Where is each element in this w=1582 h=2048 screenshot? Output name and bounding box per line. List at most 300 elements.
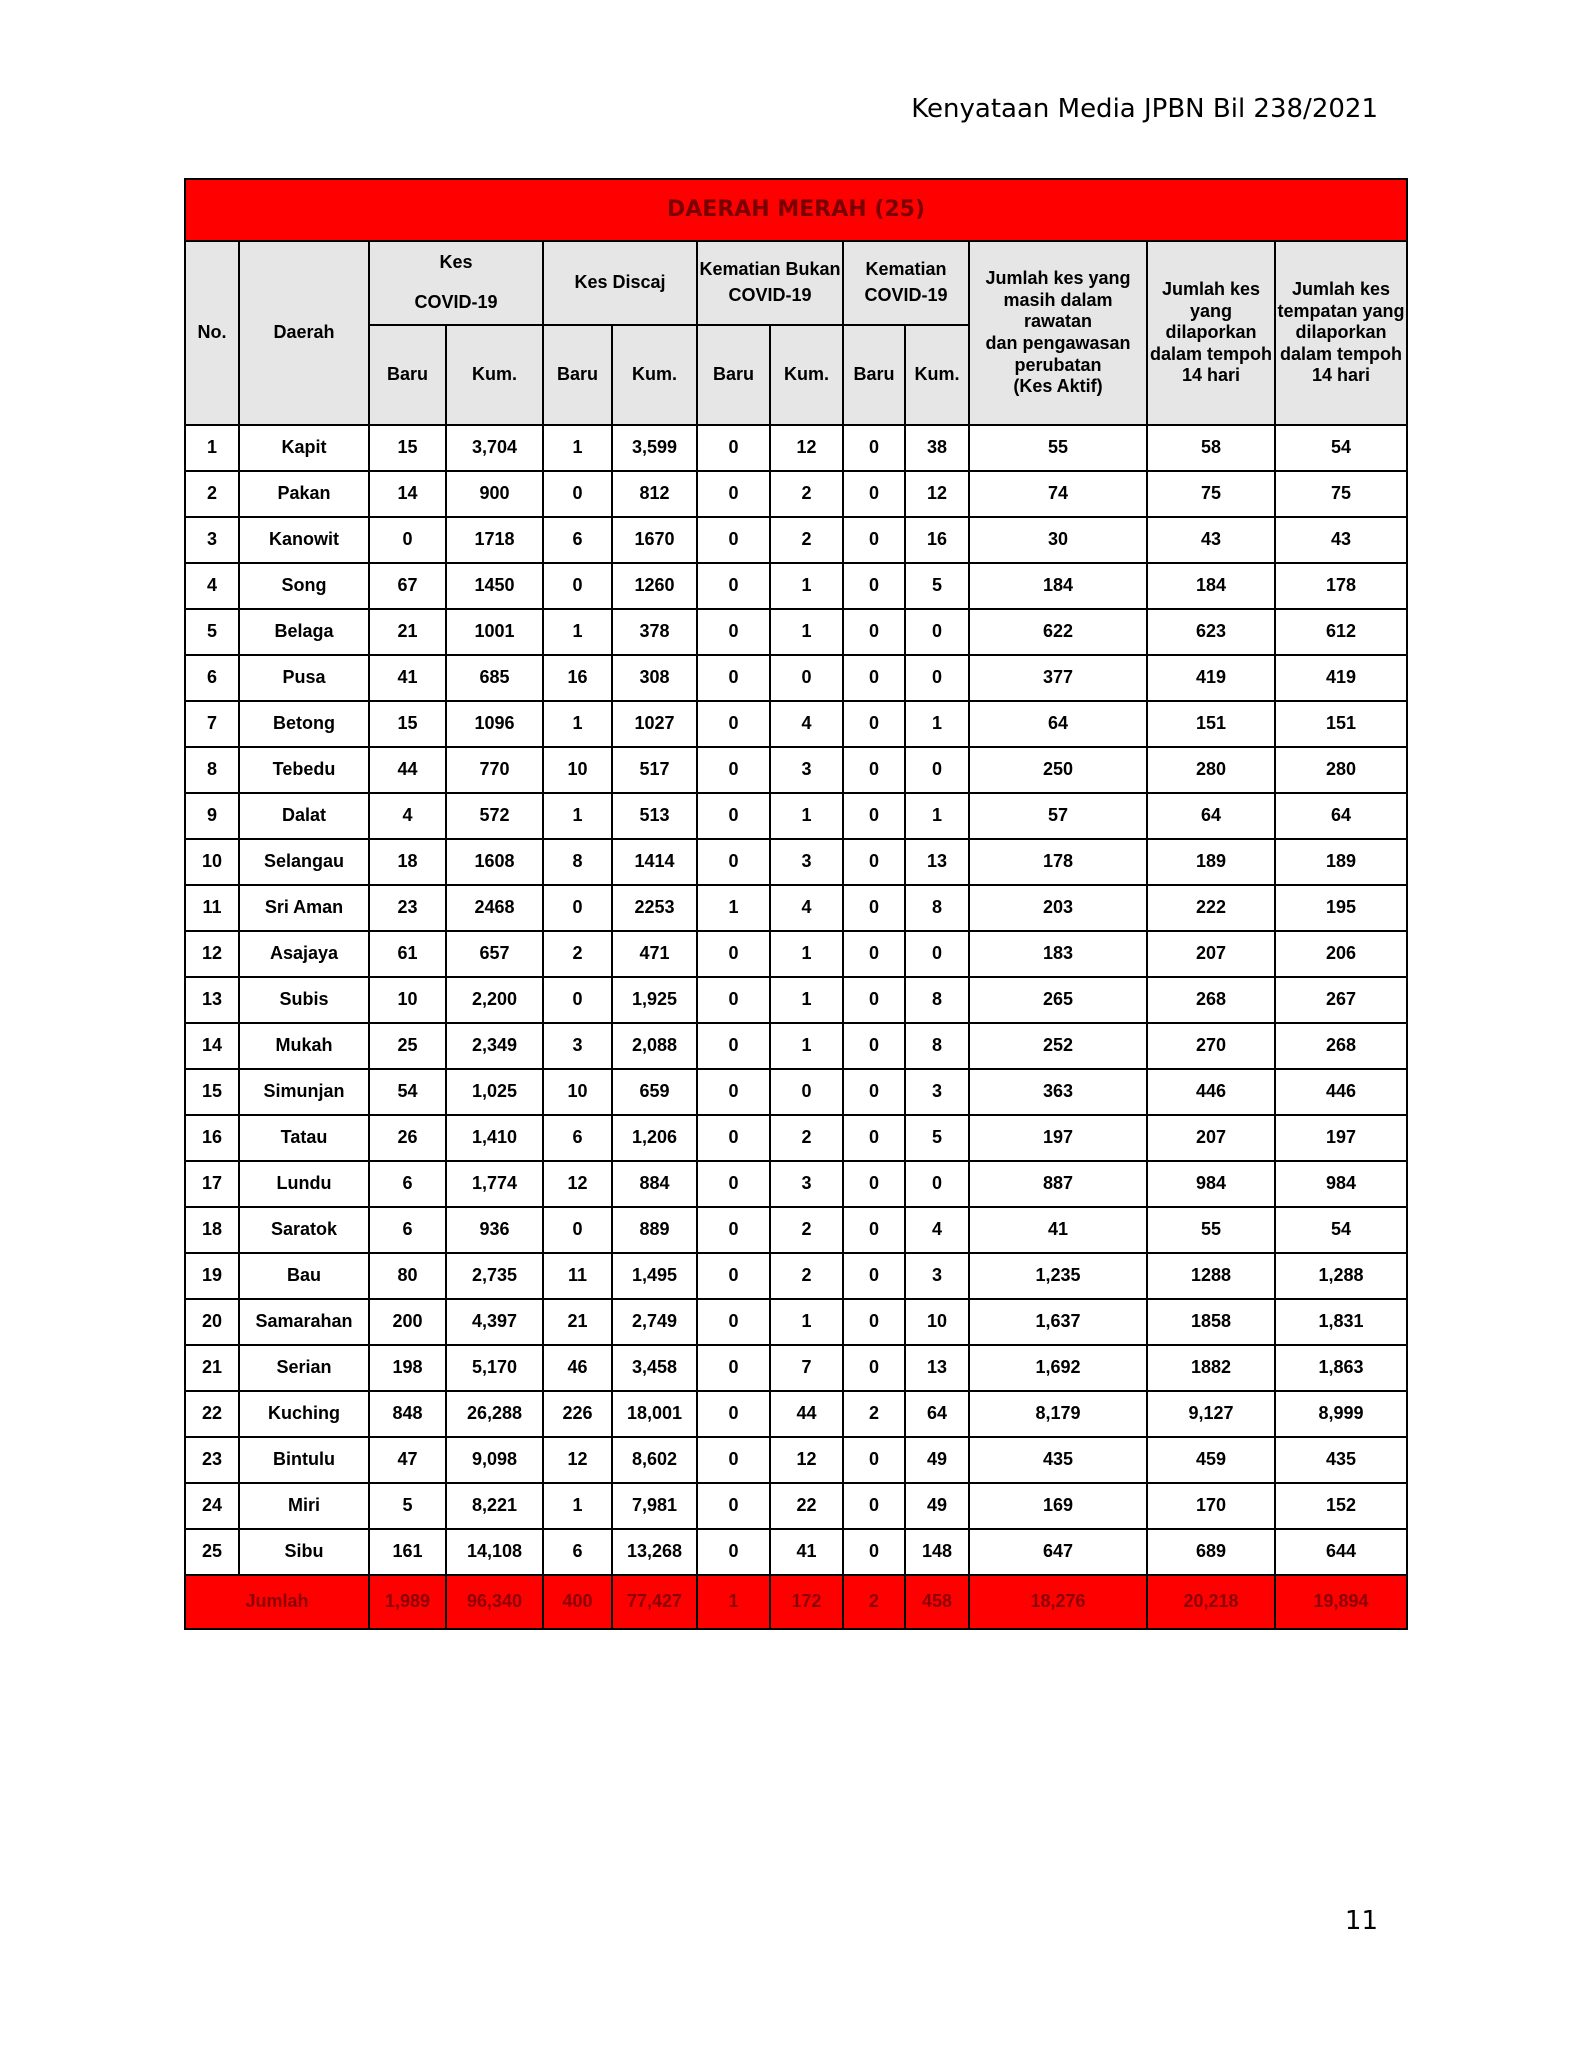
table-cell: 0 [770,1069,843,1115]
row-number: 21 [185,1345,239,1391]
table-cell: 250 [969,747,1147,793]
table-cell: 647 [969,1529,1147,1575]
table-cell: 1 [543,425,612,471]
table-cell: 184 [969,563,1147,609]
table-cell: 0 [697,793,770,839]
table-cell: 0 [697,1437,770,1483]
table-cell: 0 [697,977,770,1023]
table-cell: 1,925 [612,977,697,1023]
table-cell: 0 [697,1529,770,1575]
table-cell: 23 [369,885,446,931]
header-bukan-covid-kum: Kum. [770,325,843,425]
table-row [185,1391,1407,1437]
table-cell: 1 [697,885,770,931]
row-number: 1 [185,425,239,471]
header-bukan-covid-baru: Baru [697,325,770,425]
table-row [185,1299,1407,1345]
table-cell: 26 [369,1115,446,1161]
table-cell: 0 [369,517,446,563]
header-no: No. [185,241,239,425]
table-cell: 0 [905,931,969,977]
total-label: Jumlah [185,1575,369,1629]
row-number: 4 [185,563,239,609]
daerah-name: Subis [239,977,369,1023]
table-cell: 1,774 [446,1161,543,1207]
table-cell: 0 [543,977,612,1023]
row-number: 13 [185,977,239,1023]
header-kes-covid-line1: Kes [439,252,473,273]
row-number: 24 [185,1483,239,1529]
table-cell: 2 [770,1115,843,1161]
table-cell: 0 [843,931,905,977]
table-cell: 0 [697,701,770,747]
header-dilaporkan-l5: 14 hari [1181,365,1241,386]
table-cell: 3 [770,839,843,885]
table-cell: 0 [697,1299,770,1345]
table-cell: 936 [446,1207,543,1253]
table-cell: 1718 [446,517,543,563]
table-cell: 44 [369,747,446,793]
table-cell: 1 [543,701,612,747]
table-cell: 0 [843,471,905,517]
table-row [185,609,1407,655]
table-cell: 207 [1147,1115,1275,1161]
table-cell: 16 [905,517,969,563]
table-cell: 3 [543,1023,612,1069]
table-cell: 184 [1147,563,1275,609]
table-cell: 459 [1147,1437,1275,1483]
table-row [185,471,1407,517]
table-cell: 612 [1275,609,1407,655]
header-daerah: Daerah [239,241,369,425]
table-cell: 47 [369,1437,446,1483]
table-cell: 622 [969,609,1147,655]
table-cell: 1 [905,793,969,839]
table-cell: 54 [369,1069,446,1115]
table-row [185,517,1407,563]
table-cell: 3,599 [612,425,697,471]
header-kematian-bukan-line2: COVID-19 [728,285,812,305]
table-cell: 55 [1147,1207,1275,1253]
row-number: 10 [185,839,239,885]
table-cell: 657 [446,931,543,977]
table-cell: 5 [905,1115,969,1161]
table-cell: 419 [1275,655,1407,701]
table-cell: 1260 [612,563,697,609]
header-kes-aktif-l4: perubatan [1014,354,1102,375]
table-cell: 10 [543,747,612,793]
table-cell: 148 [905,1529,969,1575]
daerah-name: Asajaya [239,931,369,977]
row-number: 22 [185,1391,239,1437]
table-title: DAERAH MERAH (25) [185,179,1407,241]
table-cell: 0 [843,701,905,747]
row-number: 25 [185,1529,239,1575]
table-cell: 0 [697,1207,770,1253]
table-cell: 9,127 [1147,1391,1275,1437]
table-cell: 4 [905,1207,969,1253]
total-cell: 20,218 [1147,1575,1275,1629]
table-cell: 26,288 [446,1391,543,1437]
table-cell: 1001 [446,609,543,655]
table-cell: 659 [612,1069,697,1115]
table-cell: 0 [843,1253,905,1299]
table-cell: 2 [770,517,843,563]
row-number: 7 [185,701,239,747]
table-cell: 268 [1147,977,1275,1023]
table-cell: 0 [543,1207,612,1253]
table-cell: 0 [697,1023,770,1069]
table-cell: 14,108 [446,1529,543,1575]
table-row [185,885,1407,931]
daerah-name: Betong [239,701,369,747]
table-cell: 0 [697,839,770,885]
table-cell: 189 [1147,839,1275,885]
table-cell: 170 [1147,1483,1275,1529]
table-cell: 1096 [446,701,543,747]
table-cell: 12 [770,1437,843,1483]
table-cell: 55 [969,425,1147,471]
table-cell: 0 [905,655,969,701]
table-cell: 848 [369,1391,446,1437]
table-cell: 4 [369,793,446,839]
daerah-name: Pakan [239,471,369,517]
table-cell: 270 [1147,1023,1275,1069]
table-cell: 1,495 [612,1253,697,1299]
table-cell: 1 [770,1299,843,1345]
table-row [185,563,1407,609]
table-cell: 1,288 [1275,1253,1407,1299]
table-cell: 14 [369,471,446,517]
table-cell: 4,397 [446,1299,543,1345]
daerah-name: Miri [239,1483,369,1529]
table-cell: 226 [543,1391,612,1437]
table-cell: 151 [1147,701,1275,747]
header-kematian-baru: Baru [843,325,905,425]
daerah-name: Bau [239,1253,369,1299]
table-cell: 0 [843,425,905,471]
header-kematian-line1: Kematian [865,259,947,280]
table-cell: 0 [843,1437,905,1483]
table-cell: 8,602 [612,1437,697,1483]
header-kes-dilaporkan [1147,241,1275,425]
table-cell: 0 [697,655,770,701]
header-kes-discaj: Kes Discaj [543,241,697,325]
row-number: 17 [185,1161,239,1207]
table-cell: 0 [843,1299,905,1345]
daerah-name: Tebedu [239,747,369,793]
table-cell: 0 [697,471,770,517]
table-cell: 0 [697,1115,770,1161]
daerah-name: Sri Aman [239,885,369,931]
total-cell: 96,340 [446,1575,543,1629]
table-cell: 80 [369,1253,446,1299]
table-cell: 222 [1147,885,1275,931]
table-cell: 377 [969,655,1147,701]
table-row [185,839,1407,885]
total-cell: 2 [843,1575,905,1629]
table-cell: 0 [697,563,770,609]
table-cell: 0 [843,563,905,609]
table-cell: 267 [1275,977,1407,1023]
table-cell: 280 [1275,747,1407,793]
total-cell: 1,989 [369,1575,446,1629]
table-cell: 5,170 [446,1345,543,1391]
table-cell: 13 [905,1345,969,1391]
header-kes-aktif-l1: Jumlah kes yang [985,268,1131,289]
table-cell: 12 [770,425,843,471]
table-cell: 75 [1147,471,1275,517]
table-cell: 0 [697,1161,770,1207]
table-cell: 2 [770,471,843,517]
table-cell: 689 [1147,1529,1275,1575]
table-cell: 12 [543,1437,612,1483]
table-cell: 2 [543,931,612,977]
daerah-name: Song [239,563,369,609]
table-cell: 0 [843,747,905,793]
total-cell: 172 [770,1575,843,1629]
table-cell: 58 [1147,425,1275,471]
header-kematian-covid [843,241,969,325]
table-cell: 2 [843,1391,905,1437]
table-row [185,1437,1407,1483]
header-dilaporkan-l3: dilaporkan [1165,322,1257,343]
table-cell: 517 [612,747,697,793]
header-tempatan-l3: dilaporkan [1295,322,1387,343]
table-cell: 30 [969,517,1147,563]
table-cell: 152 [1275,1483,1407,1529]
table-cell: 178 [969,839,1147,885]
table-cell: 10 [543,1069,612,1115]
table-cell: 1,410 [446,1115,543,1161]
table-cell: 1,206 [612,1115,697,1161]
table-cell: 252 [969,1023,1147,1069]
table-cell: 1414 [612,839,697,885]
table-row [185,655,1407,701]
table-cell: 64 [969,701,1147,747]
table-cell: 21 [543,1299,612,1345]
table-cell: 7,981 [612,1483,697,1529]
table-cell: 0 [697,425,770,471]
table-cell: 900 [446,471,543,517]
row-number: 12 [185,931,239,977]
table-cell: 61 [369,931,446,977]
table-cell: 2253 [612,885,697,931]
table-row [185,1115,1407,1161]
table-cell: 64 [1275,793,1407,839]
table-cell: 41 [369,655,446,701]
header-tempatan-l5: 14 hari [1312,365,1371,386]
table-cell: 1 [543,793,612,839]
table-row [185,425,1407,471]
table-row [185,1253,1407,1299]
table-row [185,793,1407,839]
table-cell: 2 [770,1207,843,1253]
table-cell: 12 [905,471,969,517]
table-cell: 0 [697,1345,770,1391]
table-cell: 0 [843,977,905,1023]
table-cell: 5 [369,1483,446,1529]
table-cell: 0 [843,885,905,931]
header-kes-aktif [969,241,1147,425]
table-cell: 2,749 [612,1299,697,1345]
table-cell: 1 [770,609,843,655]
row-number: 11 [185,885,239,931]
table-cell: 44 [770,1391,843,1437]
table-cell: 2,349 [446,1023,543,1069]
table-body [185,425,1407,1575]
table-cell: 812 [612,471,697,517]
table-cell: 1027 [612,701,697,747]
header-dilaporkan-l2: yang [1189,300,1232,321]
table-cell: 64 [905,1391,969,1437]
header-kematian-bukan-covid [697,241,843,325]
table-cell: 8 [543,839,612,885]
daerah-name: Selangau [239,839,369,885]
table-cell: 363 [969,1069,1147,1115]
table-cell: 1288 [1147,1253,1275,1299]
table-cell: 268 [1275,1023,1407,1069]
table-cell: 0 [543,885,612,931]
table-cell: 0 [843,1529,905,1575]
table-cell: 18 [369,839,446,885]
header-tempatan-l2: tempatan yang [1277,300,1405,321]
table-cell: 889 [612,1207,697,1253]
table-cell: 10 [905,1299,969,1345]
table-cell: 6 [543,1529,612,1575]
table-cell: 0 [843,1207,905,1253]
header-kes-covid-line2: COVID-19 [414,292,498,312]
table-cell: 1 [770,1023,843,1069]
table-cell: 15 [369,701,446,747]
table-cell: 8,221 [446,1483,543,1529]
table-cell: 151 [1275,701,1407,747]
row-number: 3 [185,517,239,563]
header-kes-aktif-l5: (Kes Aktif) [1013,376,1103,397]
table-cell: 0 [697,1483,770,1529]
daerah-name: Sibu [239,1529,369,1575]
table-row [185,1207,1407,1253]
table-cell: 1,637 [969,1299,1147,1345]
table-cell: 3,704 [446,425,543,471]
header-kes-tempatan [1275,241,1407,425]
table-cell: 0 [843,1161,905,1207]
table-cell: 572 [446,793,543,839]
daerah-name: Samarahan [239,1299,369,1345]
table-cell: 644 [1275,1529,1407,1575]
header-covid-kum: Kum. [446,325,543,425]
table-row [185,1483,1407,1529]
table-cell: 513 [612,793,697,839]
table-cell: 0 [543,471,612,517]
daerah-name: Serian [239,1345,369,1391]
table-row [185,1023,1407,1069]
header-discaj-kum: Kum. [612,325,697,425]
daerah-name: Pusa [239,655,369,701]
table-cell: 984 [1275,1161,1407,1207]
daerah-name: Bintulu [239,1437,369,1483]
table-cell: 1,025 [446,1069,543,1115]
table-cell: 887 [969,1161,1147,1207]
table-cell: 18,001 [612,1391,697,1437]
table-cell: 0 [843,793,905,839]
header-discaj-baru: Baru [543,325,612,425]
page-number: 11 [1344,1906,1378,1936]
table-cell: 41 [969,1207,1147,1253]
table-cell: 13,268 [612,1529,697,1575]
table-cell: 1450 [446,563,543,609]
row-number: 20 [185,1299,239,1345]
table-cell: 0 [697,517,770,563]
table-cell: 74 [969,471,1147,517]
table-cell: 49 [905,1483,969,1529]
table-cell: 0 [697,1069,770,1115]
header-kematian-kum: Kum. [905,325,969,425]
table-cell: 22 [770,1483,843,1529]
table-cell: 1 [770,977,843,1023]
total-cell: 400 [543,1575,612,1629]
table-cell: 64 [1147,793,1275,839]
table-cell: 419 [1147,655,1275,701]
row-number: 8 [185,747,239,793]
total-row [185,1575,1407,1629]
table-cell: 0 [543,563,612,609]
table-cell: 0 [843,609,905,655]
table-cell: 54 [1275,1207,1407,1253]
table-cell: 6 [543,517,612,563]
table-cell: 4 [770,885,843,931]
table-cell: 1 [543,609,612,655]
row-number: 5 [185,609,239,655]
row-number: 2 [185,471,239,517]
table-cell: 1,831 [1275,1299,1407,1345]
table-cell: 6 [543,1115,612,1161]
table-cell: 1 [905,701,969,747]
table-row [185,1529,1407,1575]
table-cell: 38 [905,425,969,471]
table-cell: 0 [697,609,770,655]
total-cell: 1 [697,1575,770,1629]
table-cell: 10 [369,977,446,1023]
table-cell: 8 [905,977,969,1023]
table-cell: 446 [1275,1069,1407,1115]
table-cell: 203 [969,885,1147,931]
table-cell: 446 [1147,1069,1275,1115]
table-cell: 0 [843,839,905,885]
table-cell: 0 [843,1069,905,1115]
total-cell: 19,894 [1275,1575,1407,1629]
table-cell: 378 [612,609,697,655]
table-cell: 1,863 [1275,1345,1407,1391]
table-cell: 54 [1275,425,1407,471]
row-number: 6 [185,655,239,701]
row-number: 18 [185,1207,239,1253]
table-cell: 43 [1275,517,1407,563]
header-tempatan-l1: Jumlah kes [1291,279,1391,300]
table-cell: 2,735 [446,1253,543,1299]
header-kematian-line2: COVID-19 [864,285,948,305]
table-cell: 984 [1147,1161,1275,1207]
total-cell: 77,427 [612,1575,697,1629]
table-cell: 43 [1147,517,1275,563]
header-kes-aktif-l2: masih dalam rawatan [1003,289,1113,332]
table-cell: 6 [369,1207,446,1253]
table-cell: 3 [770,1161,843,1207]
table-cell: 0 [697,1391,770,1437]
page-header: Kenyataan Media JPBN Bil 238/2021 [911,94,1378,124]
daerah-name: Saratok [239,1207,369,1253]
table-cell: 4 [770,701,843,747]
